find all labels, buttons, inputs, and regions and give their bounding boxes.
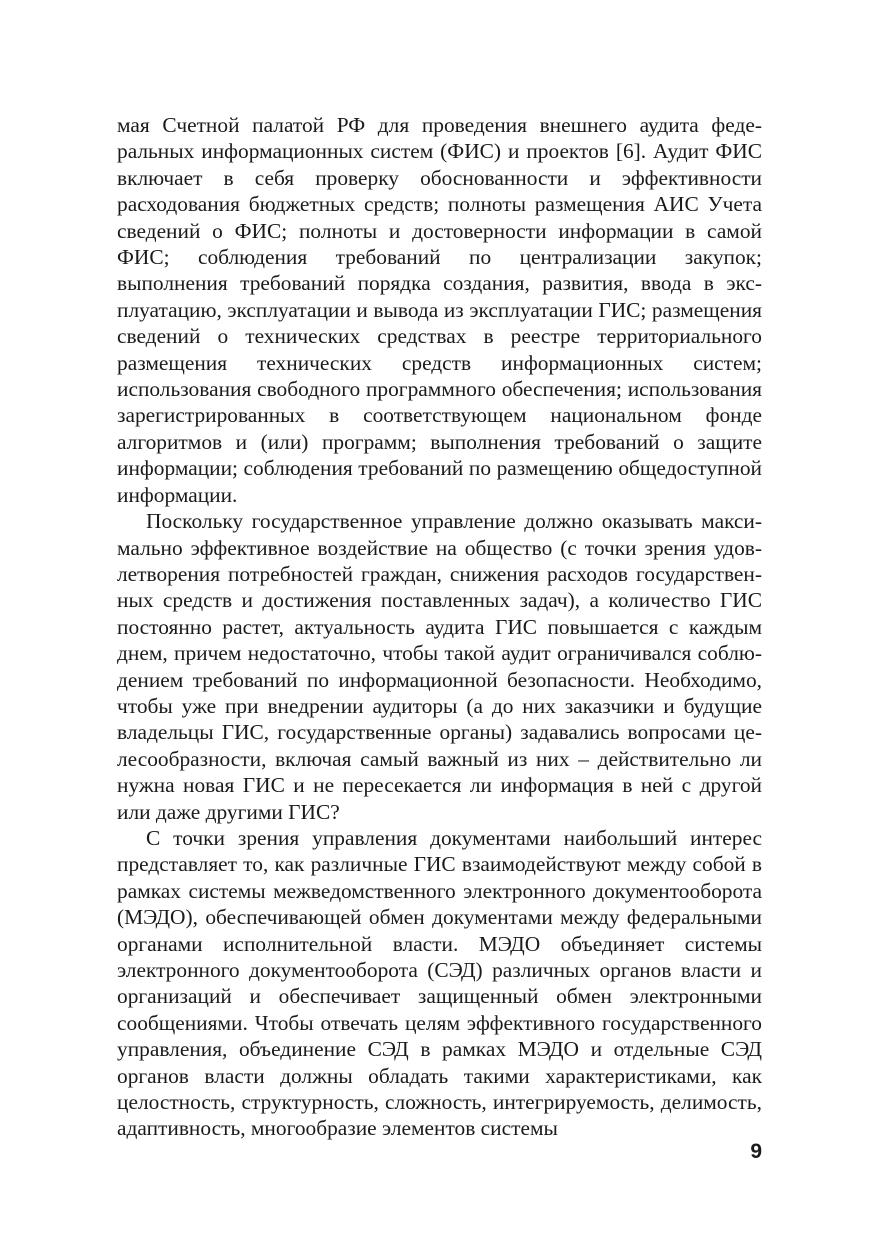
page-body — [117, 112, 762, 1142]
paragraph-3: С точки зрения управления документами наибольший интерес представляет то, как различные ГИС взаимодействуют между собой в рамках системы межведомственного электронного документооборота (МЭДО), обеспечивающей обмен документами между федеральными органами исполнительной власти. МЭДО объединяет системы электронного документооборота (СЭД) различных органов власти и организаций и обеспечивает защищенный обмен электронными сообщениями. Чтобы отвечать целям эффективного государственного управления, объединение СЭД в рамках МЭДО и отдельные СЭД органов власти должны обладать такими характеристиками, как целостность, структурность, сложность, интегрируемость, делимость, адаптивность, многообразие элементов системы — [117, 825, 762, 1141]
page-number: 9 — [750, 1140, 762, 1163]
paragraph-2: Поскольку государственное управление должно оказывать максимально эффективное воздействие на общество (с точки зрения удовлетворения потребностей граждан, снижения расходов государственных средств и достижения поставленных задач), а количество ГИС постоянно растет, актуальность аудита ГИС повышается с каждым днем, причем недостаточно, чтобы такой аудит ограничивался соблюдением требований по информационной безопасности. Необходимо, чтобы уже при внедрении аудиторы (а до них заказчики и будущие владельцы ГИС, государственные органы) задавались вопросами целесообразности, включая самый важный из них – действительно ли нужна новая ГИС и не пересекается ли информация в ней с другой или даже другими ГИС? — [117, 509, 762, 824]
paragraph-1: мая Счетной палатой РФ для проведения внешнего аудита федеральных информационных систем (ФИС) и проектов [6]. Аудит ФИС включает в себя проверку обоснованности и эффективности расходования бюджетных средств; полноты размещения АИС Учета сведений о ФИС; полноты и достоверности информации в самой ФИС; соблюдения требований по централизации закупок; выполнения требований порядка создания, развития, ввода в эксплуатацию, эксплуатации и вывода из эксплуатации ГИС; размещения сведений о технических средствах в реестре территориального размещения технических средств информационных систем; использования свободного программного обеспечения; использования зарегистрированных в соответствующем национальном фонде алгоритмов и (или) программ; выполнения требований о защите информации; соблюдения требований по размещению общедоступной информации. — [117, 113, 762, 507]
